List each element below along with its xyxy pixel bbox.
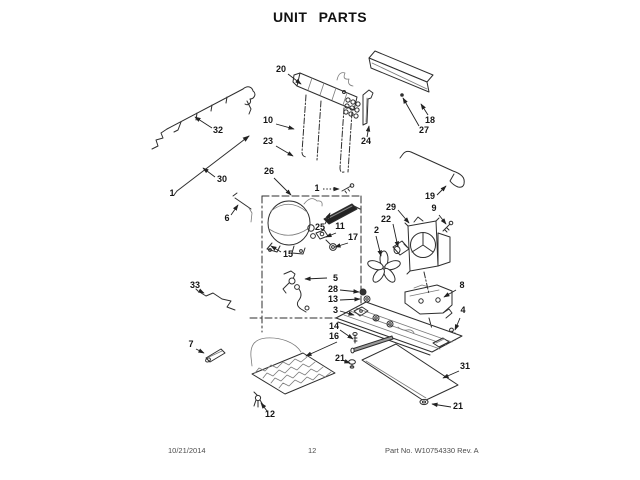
callout-23: 23 [262,136,274,146]
leader-6 [231,205,238,215]
callout-5: 5 [332,273,338,283]
fan-blade-drawing [367,251,402,284]
callout-6: 6 [224,213,230,223]
callout-21a: 21 [334,353,346,363]
long-tube-drawing [174,136,249,195]
callout-32: 32 [212,125,224,135]
callout-33: 33 [189,280,201,290]
compressor-drawing [267,199,322,254]
fan-shroud-drawing [405,217,450,274]
leader-32 [195,117,212,128]
callout-20: 20 [275,64,287,74]
pin-drawing-7 [205,349,225,363]
leader-14 [340,330,353,339]
leader-22 [393,224,398,247]
grommet-drawing-13 [364,296,370,302]
leader-29 [398,210,409,223]
leader-21b [432,404,451,407]
leader-10 [276,124,294,129]
callout-19: 19 [424,191,436,201]
leader-28 [340,290,359,292]
leader-2 [376,236,381,256]
callout-2: 2 [373,225,379,235]
footer-part-number: Part No. W10754330 Rev. A [385,446,479,455]
screw-drawing-14 [353,333,357,344]
support-bracket-drawing [405,285,452,318]
callout-16: 16 [328,331,339,341]
callout-18: 18 [424,115,436,125]
callout-25: 25 [314,222,326,232]
leader-13 [340,299,360,300]
valve-assembly-drawing [283,271,309,312]
callout-14: 14 [328,321,339,331]
callout-15: 15 [282,249,294,259]
footer-date: 10/21/2014 [168,446,206,455]
page-title: UNIT PARTS [273,9,367,25]
grommet-foot-drawing-21b [420,399,428,404]
leader-9 [439,215,446,224]
footer-page-number: 12 [308,446,317,455]
leader-19 [437,186,446,195]
callout-21b: 21 [452,401,464,411]
callout-8: 8 [459,280,465,290]
leader-7 [196,349,204,353]
side-strip-drawing [363,90,373,125]
leader-23 [276,146,293,156]
condenser-drawing [293,73,360,173]
callout-30: 30 [216,174,228,184]
screw-drawing-9 [443,221,453,232]
leader-27 [403,98,419,126]
callout-17: 17 [347,232,359,242]
condenser-coil-drawing [251,338,335,394]
callout-1b: 1 [314,183,320,193]
callout-27: 27 [418,125,430,135]
callout-24: 24 [360,136,372,146]
callout-3: 3 [332,305,338,315]
leader-17 [335,243,348,247]
leader-5 [305,278,327,279]
callout-9: 9 [431,203,437,213]
mounting-bracket-drawing [369,51,433,96]
callout-28: 28 [327,284,338,294]
callout-7: 7 [188,339,194,349]
grommet-drawing-28 [360,289,366,295]
bent-wire-tube-drawing [400,151,464,187]
leader-4 [455,318,460,330]
leader-26 [274,178,291,195]
callout-31: 31 [459,361,471,371]
callout-29: 29 [385,202,396,212]
clip-drawing-12 [254,392,263,407]
callout-11: 11 [335,221,345,231]
grommet-foot-drawing-21a [349,360,356,368]
callout-13: 13 [327,294,338,304]
callout-12: 12 [264,409,276,419]
wire-harness-drawing [152,87,255,149]
callout-26: 26 [263,166,275,176]
callout-4: 4 [460,305,466,315]
leader-16 [306,342,337,356]
leader-30 [203,168,215,177]
screw-drawing-1 [342,184,354,193]
leader-31 [443,371,459,378]
fan-motor-drawing [393,241,409,255]
leader-18 [421,104,428,115]
cap-fitting-drawing [326,240,336,250]
cover-panel-drawing [362,344,458,401]
page-footer [0,446,640,460]
callout-1a: 1 [169,188,175,198]
callout-10: 10 [262,115,274,125]
callout-22: 22 [380,214,391,224]
